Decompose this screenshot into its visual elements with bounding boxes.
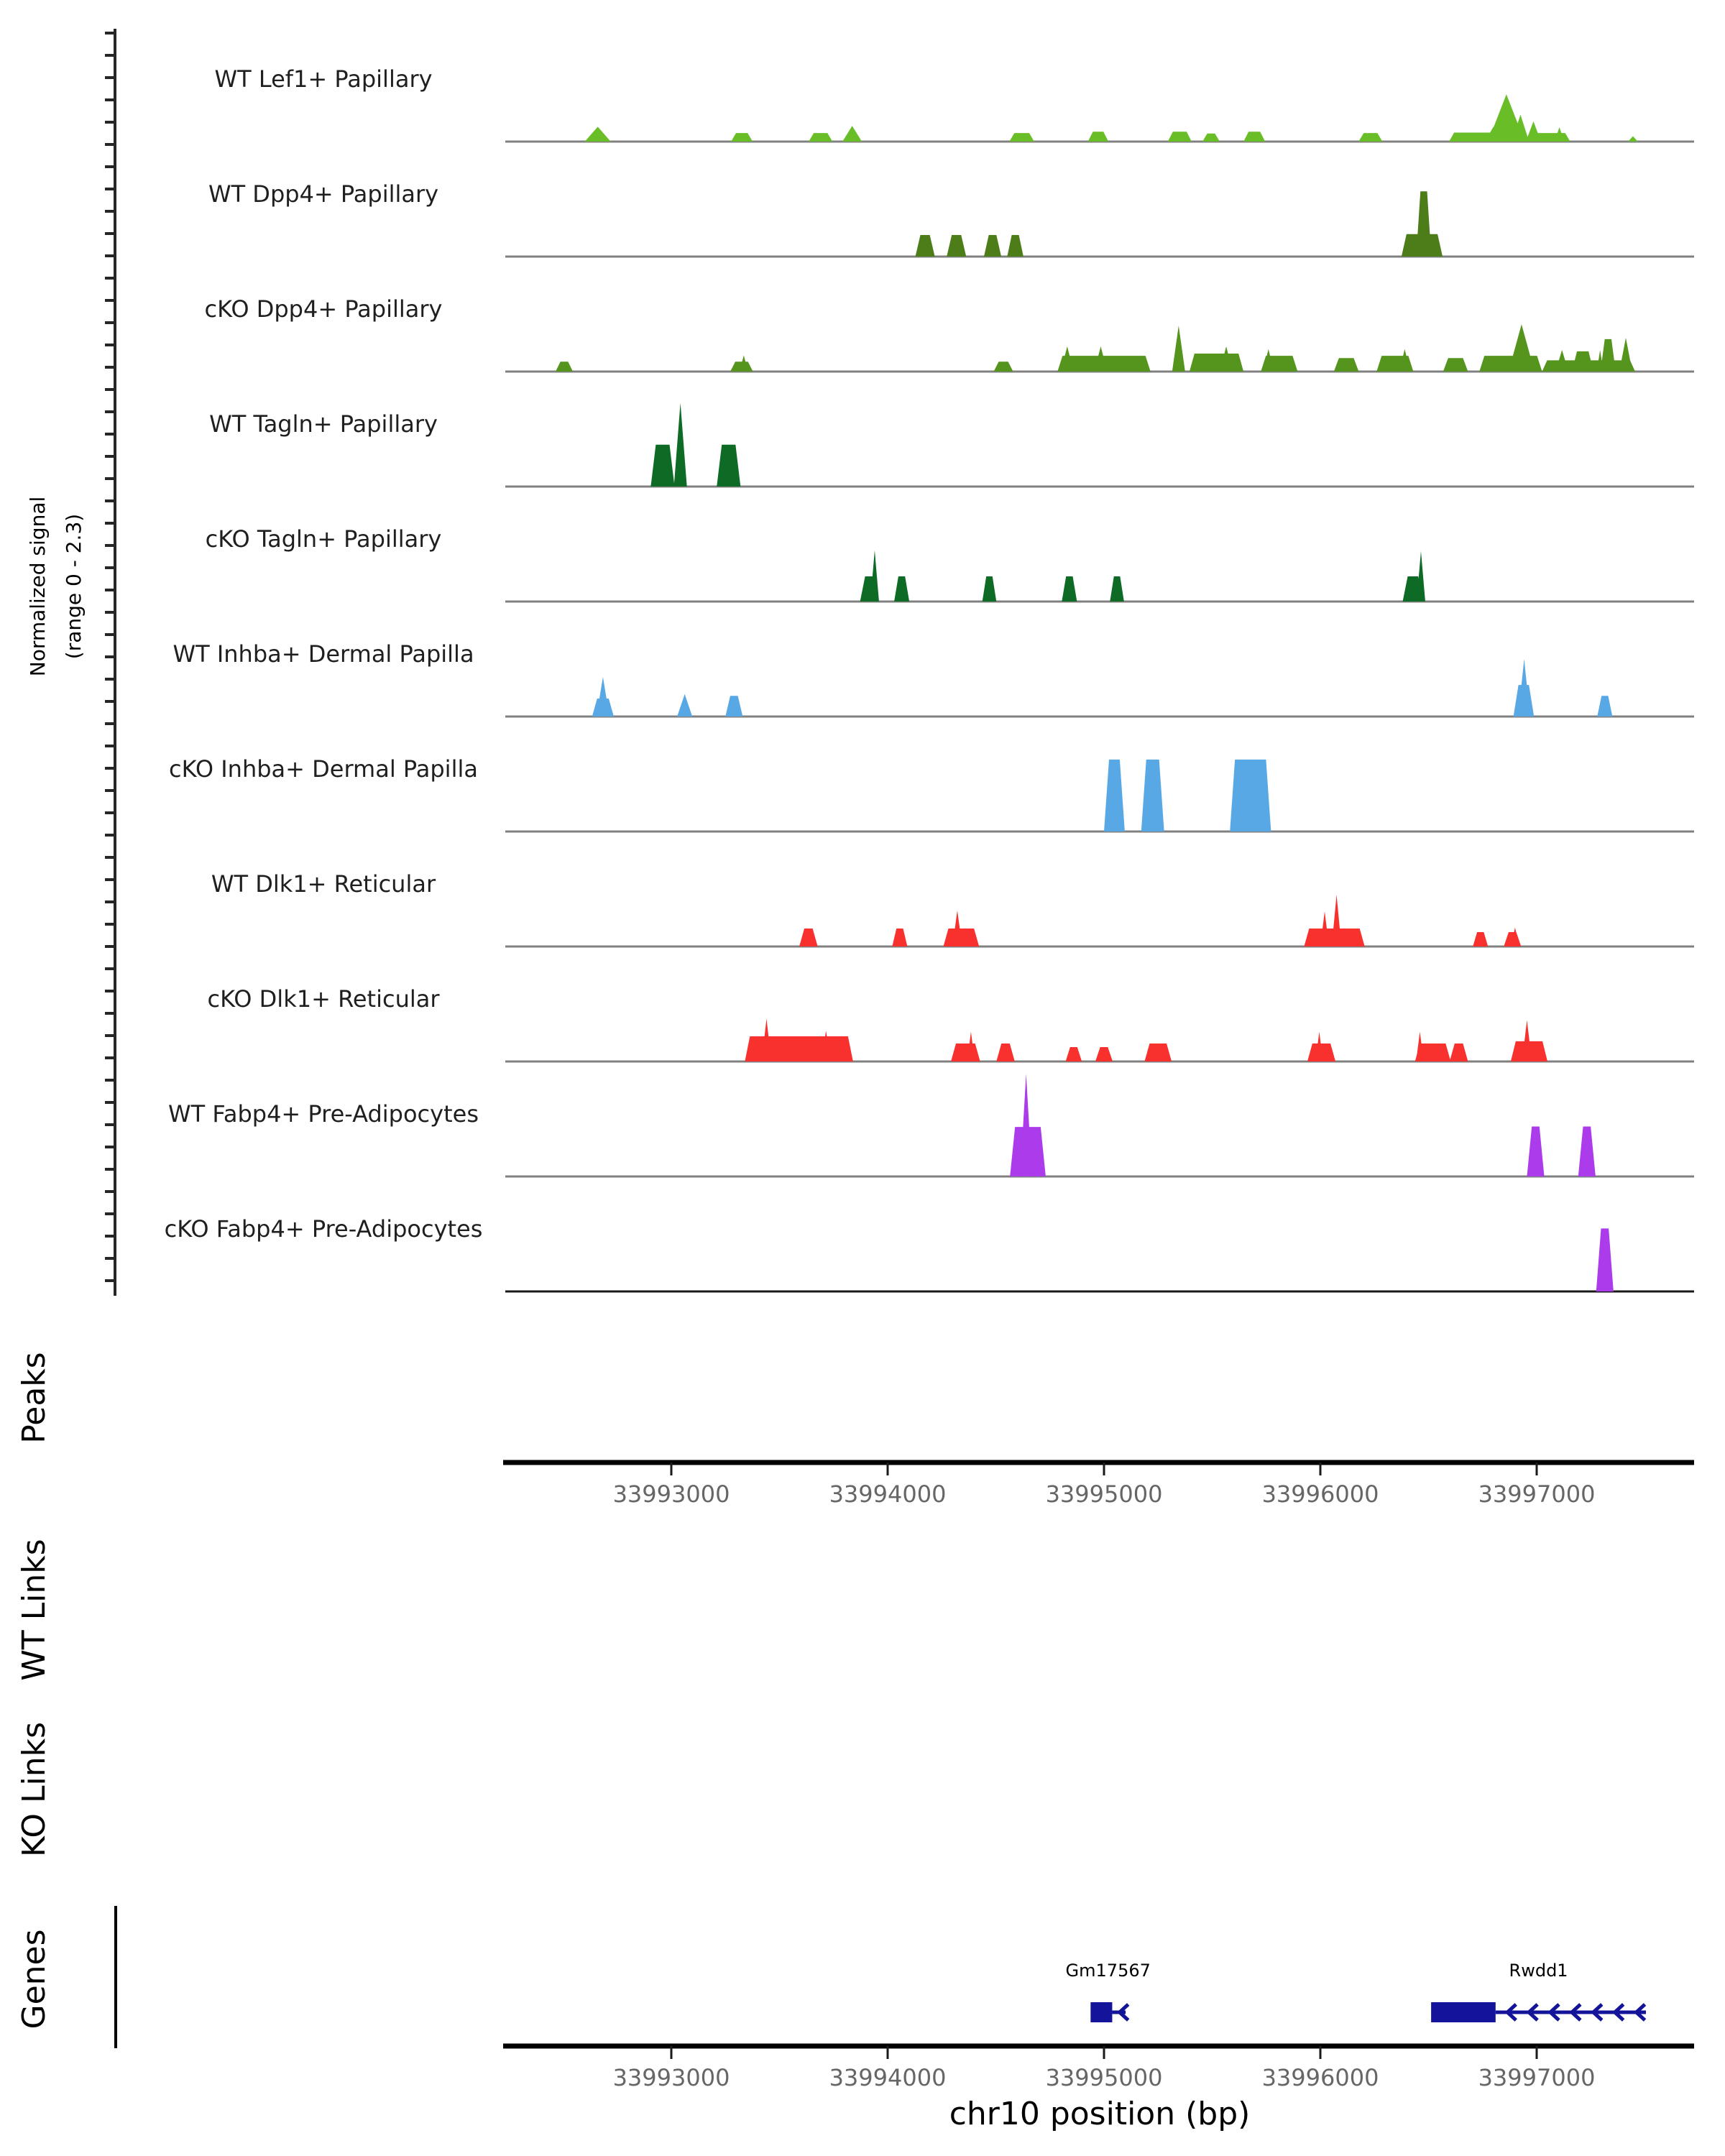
section-label-wt-links: WT Links: [16, 1539, 52, 1681]
track-wt-tagln-papillary: [209, 403, 1694, 487]
signal-peak: [842, 126, 862, 142]
signal-peak: [1095, 1047, 1113, 1061]
track-label: cKO Fabp4+ Pre-Adipocytes: [164, 1215, 483, 1243]
axis-tick-label: 33997000: [1478, 2064, 1596, 2091]
signal-peak: [677, 694, 692, 717]
track-wt-fabp4-pre-adipocytes: [168, 1074, 1694, 1176]
signal-peak: [1141, 760, 1164, 831]
x-axis-label: chr10 position (bp): [949, 2096, 1251, 2132]
track-label: cKO Dpp4+ Papillary: [204, 295, 443, 323]
position-axis-bottom: [503, 2046, 1694, 2091]
gene-gm17567: [1066, 1961, 1151, 2022]
signal-peak: [1601, 339, 1616, 372]
signal-peak: [1009, 133, 1034, 142]
signal-peak: [870, 550, 879, 602]
signal-peak: [1578, 1127, 1596, 1176]
track-label: WT Inhba+ Dermal Papilla: [172, 640, 474, 668]
signal-peak: [1172, 326, 1185, 372]
axis-tick-label: 33997000: [1478, 1480, 1596, 1508]
signal-peak: [1522, 1020, 1532, 1061]
signal-peak: [674, 403, 687, 487]
track-cko-dlk1-reticular: [207, 985, 1694, 1061]
signal-peak: [983, 576, 997, 602]
signal-peak: [1066, 1047, 1082, 1061]
signal-peak: [894, 576, 909, 602]
axis-tick-label: 33995000: [1045, 1480, 1163, 1508]
signal-peak: [1572, 351, 1593, 372]
y-axis-label-line1: Normalized signal: [26, 496, 50, 677]
gene-name-label: Gm17567: [1065, 1961, 1151, 1981]
signal-tracks: [165, 65, 1694, 1291]
track-label: cKO Inhba+ Dermal Papilla: [169, 755, 478, 783]
axis-tick-label: 33993000: [612, 1480, 730, 1508]
genes-track: [1066, 1961, 1646, 2022]
signal-peak: [1619, 338, 1632, 372]
signal-peak: [1416, 191, 1431, 257]
signal-peak: [1202, 134, 1220, 142]
signal-peak: [1334, 358, 1359, 372]
signal-peak: [1062, 576, 1077, 602]
signal-peak: [1443, 358, 1468, 372]
signal-peak: [1104, 760, 1125, 831]
gene-exon-box: [1431, 2002, 1496, 2022]
signal-peak: [1007, 235, 1024, 257]
signal-peak: [1230, 760, 1271, 831]
signal-peak: [725, 696, 742, 717]
signal-peak: [1529, 133, 1570, 142]
signal-peak: [951, 1044, 980, 1061]
signal-peak: [556, 361, 573, 372]
track-cko-tagln-papillary: [206, 525, 1694, 602]
signal-peak: [585, 126, 611, 142]
track-label: WT Lef1+ Papillary: [214, 65, 433, 93]
track-wt-lef1-papillary: [214, 65, 1694, 142]
track-label: WT Tagln+ Papillary: [209, 410, 438, 438]
signal-peak: [809, 133, 832, 142]
signal-y-axis: [105, 29, 115, 1296]
signal-peak: [1473, 932, 1488, 946]
track-cko-inhba-dermal-papilla: [169, 755, 1694, 831]
signal-peak: [984, 235, 1001, 257]
signal-peak: [947, 235, 966, 257]
axis-tick-label: 33994000: [829, 1480, 947, 1508]
track-label: WT Dpp4+ Papillary: [208, 180, 439, 208]
track-cko-fabp4-pre-adipocytes: [165, 1215, 1694, 1291]
signal-peak: [1596, 1228, 1614, 1291]
signal-peak: [1509, 324, 1535, 372]
position-axis-upper: [503, 1462, 1694, 1508]
signal-peak: [1190, 354, 1243, 372]
track-label: cKO Tagln+ Papillary: [205, 525, 442, 553]
axis-tick-label: 33995000: [1045, 2064, 1163, 2091]
gene-exon-box: [1090, 2002, 1112, 2022]
signal-peak: [1088, 132, 1109, 142]
signal-peak: [731, 133, 753, 142]
signal-peak: [1358, 133, 1382, 142]
gene-name-label: Rwdd1: [1509, 1961, 1568, 1981]
signal-peak: [1168, 132, 1192, 142]
y-axis-label-line2: (range 0 - 2.3): [62, 513, 86, 660]
signal-peak: [1527, 1127, 1544, 1176]
signal-peak: [1628, 136, 1638, 142]
track-label: WT Dlk1+ Reticular: [211, 870, 436, 898]
axis-tick-label: 33996000: [1261, 2064, 1379, 2091]
track-wt-dpp4-papillary: [208, 180, 1694, 257]
signal-peak: [1144, 1044, 1172, 1061]
section-label-ko-links: KO Links: [16, 1721, 52, 1858]
signal-peak: [799, 929, 818, 946]
axis-tick-label: 33993000: [612, 2064, 730, 2091]
section-label-peaks: Peaks: [16, 1352, 52, 1444]
signal-peak: [745, 1036, 853, 1061]
track-label: cKO Dlk1+ Reticular: [207, 985, 440, 1013]
signal-peak: [1332, 895, 1342, 946]
section-label-genes: Genes: [16, 1929, 52, 2030]
track-cko-dpp4-papillary: [205, 295, 1694, 372]
signal-peak: [1597, 696, 1612, 717]
signal-peak: [1020, 1074, 1032, 1176]
track-wt-inhba-dermal-papilla: [172, 640, 1694, 717]
axis-tick-label: 33996000: [1261, 1480, 1379, 1508]
track-wt-dlk1-reticular: [211, 870, 1694, 946]
signal-peak: [650, 445, 674, 487]
signal-peak: [717, 445, 740, 487]
signal-peak: [597, 677, 610, 717]
signal-peak: [1243, 132, 1265, 142]
signal-peak: [916, 235, 935, 257]
signal-peak: [1450, 1044, 1468, 1061]
gene-rwdd1: [1431, 1961, 1646, 2022]
signal-peak: [993, 361, 1013, 372]
axis-tick-label: 33994000: [829, 2064, 947, 2091]
track-label: WT Fabp4+ Pre-Adipocytes: [168, 1100, 479, 1128]
signal-peak: [996, 1044, 1015, 1061]
signal-peak: [892, 929, 907, 946]
signal-peak: [1110, 576, 1124, 602]
